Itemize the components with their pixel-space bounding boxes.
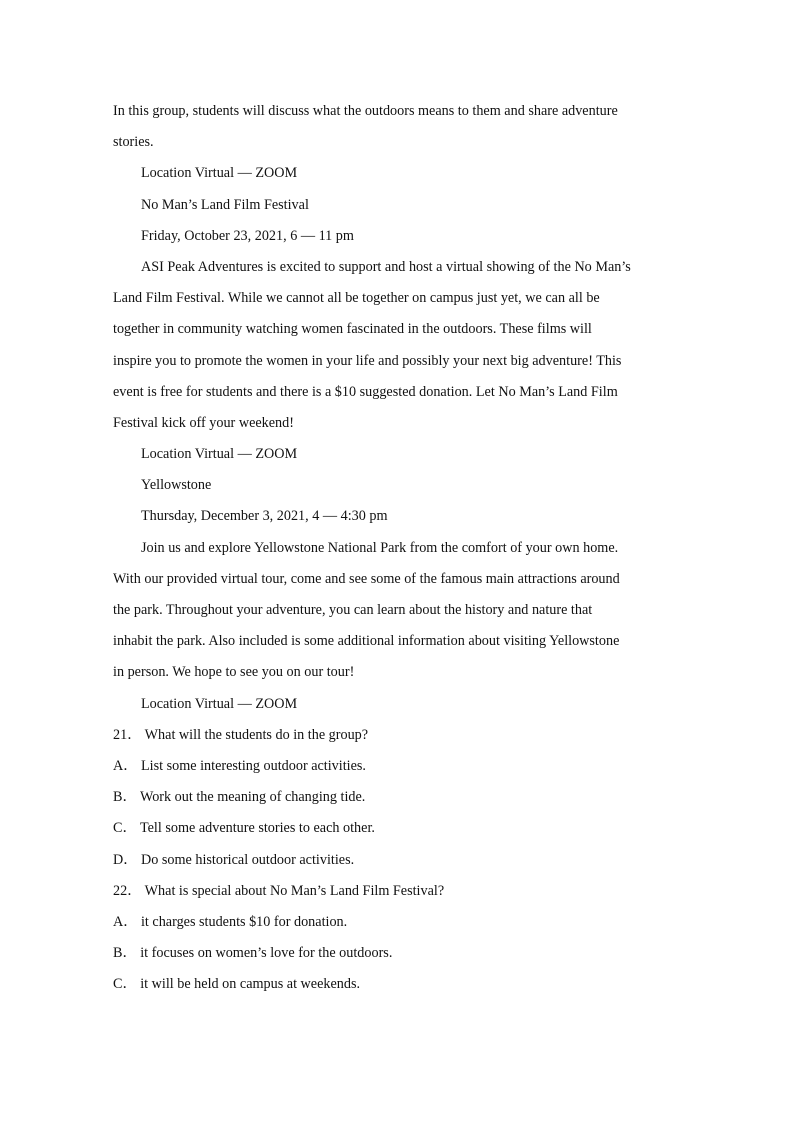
question-22: 22． What is special about No Man’s Land Film Festival? (113, 882, 445, 899)
text-line-14: Thursday, December 3, 2021, 4 — 4:30 pm (141, 508, 388, 525)
text-line-15: Join us and explore Yellowstone National Park from the comfort of your own home. (141, 539, 619, 556)
text-line-18: inhabit the park. Also included is some additional information about visiting Yellowstone (113, 633, 620, 650)
text-line-12: Location Virtual — ZOOM (141, 446, 298, 463)
question-21-option-d: D． Do some historical outdoor activities. (113, 851, 355, 868)
text-line-5: Friday, October 23, 2021, 6 — 11 pm (141, 227, 354, 244)
text-line-2: stories. (113, 134, 154, 151)
text-line-8: together in community watching women fascinated in the outdoors. These films will (113, 321, 592, 338)
text-line-17: the park. Throughout your adventure, you can learn about the history and nature that (113, 602, 593, 618)
question-21-option-b: B． Work out the meaning of changing tide. (113, 789, 366, 806)
text-line-19: in person. We hope to see you on our tour! (113, 664, 355, 681)
text-line-4: No Man’s Land Film Festival (141, 196, 309, 213)
document-text (113, 96, 698, 1000)
text-line-3: Location Virtual — ZOOM (141, 165, 298, 182)
text-line-16: With our provided virtual tour, come and see some of the famous main attractions around (113, 570, 620, 587)
text-line-11: Festival kick off your weekend! (113, 414, 294, 431)
question-22-option-b: B． it focuses on women’s love for the outdoors. (113, 945, 393, 962)
question-22-option-c: C． it will be held on campus at weekends. (113, 976, 361, 993)
text-line-9: inspire you to promote the women in your life and possibly your next big adventure! This (113, 352, 622, 369)
text-line-1: In this group, students will discuss what the outdoors means to them and share adventure (113, 103, 618, 119)
text-line-6: ASI Peak Adventures is excited to support and host a virtual showing of the No Man’s (141, 258, 631, 275)
text-line-7: Land Film Festival. While we cannot all be together on campus just yet, we can all be (113, 290, 600, 307)
text-line-13: Yellowstone (141, 477, 212, 494)
question-22-option-a: A． it charges students $10 for donation. (113, 913, 348, 930)
text-line-10: event is free for students and there is a $10 suggested donation. Let No Man’s Land Film (113, 383, 618, 400)
text-line-20: Location Virtual — ZOOM (141, 695, 298, 712)
question-21: 21． What will the students do in the group? (113, 726, 369, 743)
question-21-option-a: A． List some interesting outdoor activities. (113, 757, 366, 774)
question-21-option-c: C． Tell some adventure stories to each other. (113, 820, 375, 837)
